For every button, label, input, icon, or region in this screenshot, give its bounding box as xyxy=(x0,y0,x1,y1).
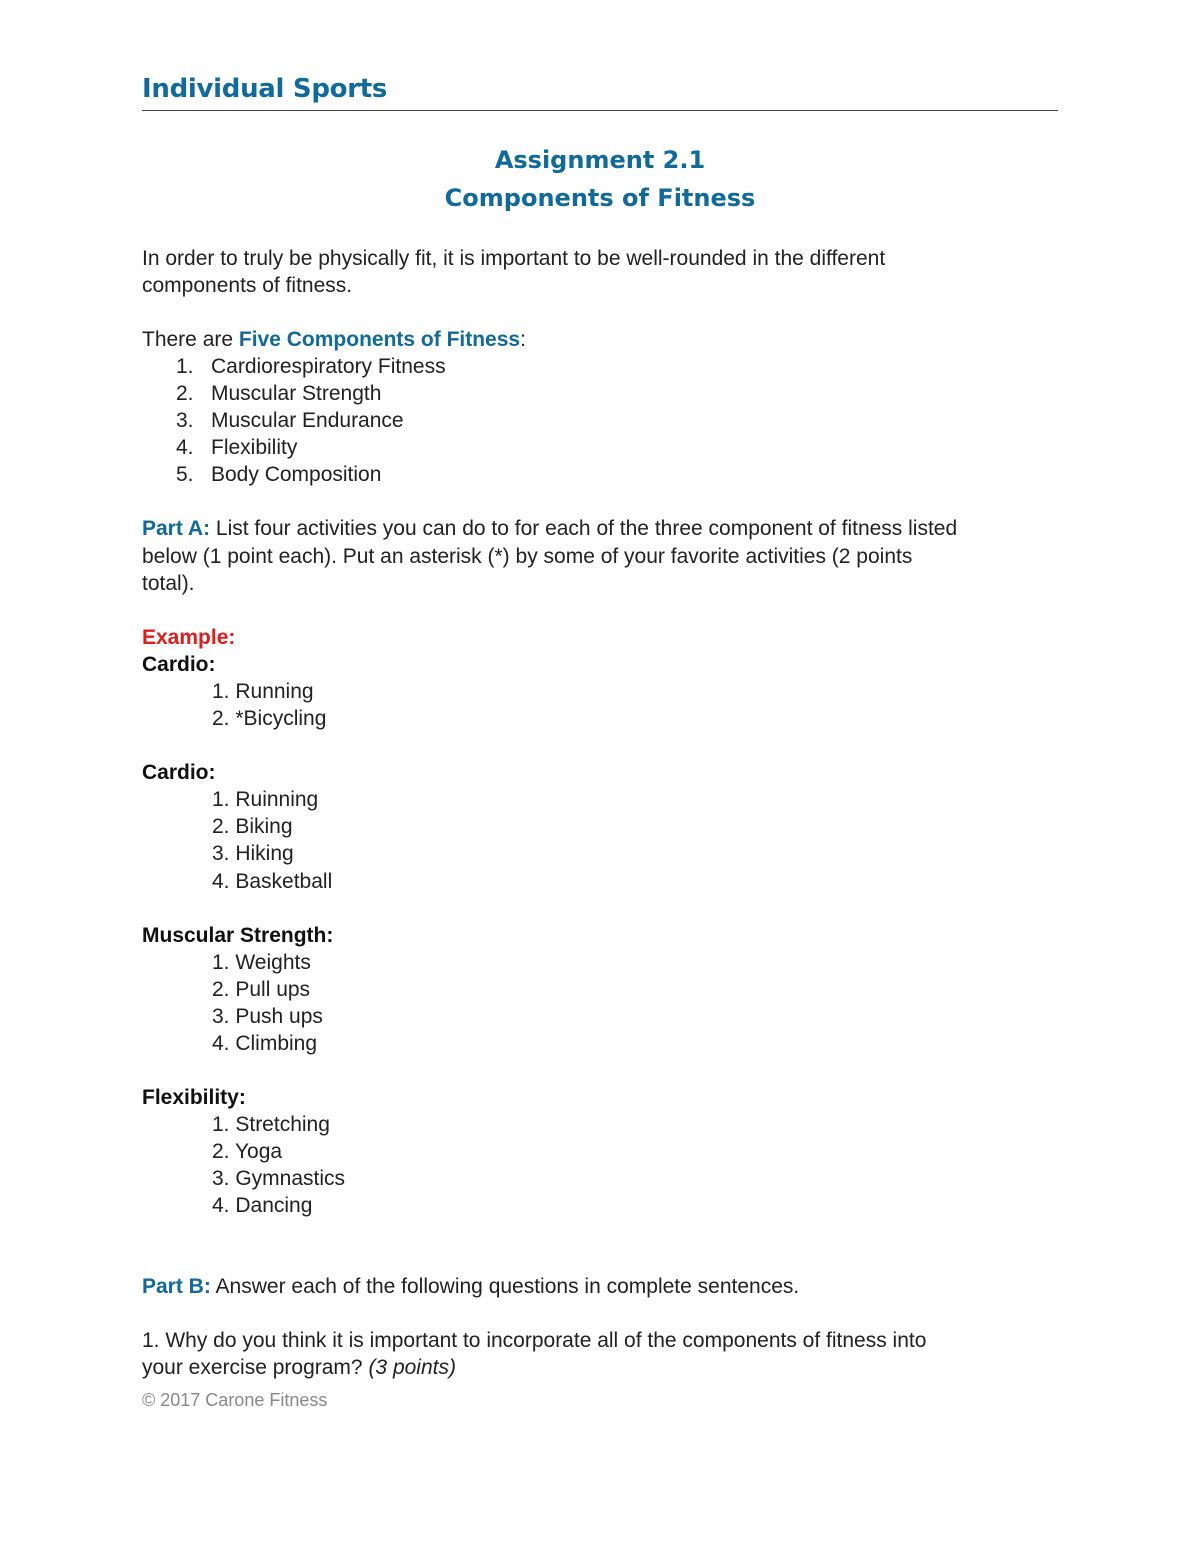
components-lead-suffix: : xyxy=(520,328,526,351)
assignment-name: Components of Fitness xyxy=(444,184,756,212)
example-label: Example: xyxy=(142,626,236,649)
part-a-line-1: Part A: List four activities you can do to for each of the three component of fitness listed xyxy=(142,517,958,540)
component-item-label: Cardiorespiratory Fitness xyxy=(211,355,446,378)
component-item: 2. xyxy=(176,382,194,405)
list-item: 1. Ruinning xyxy=(212,788,319,811)
section-heading-flexibility: Flexibility: xyxy=(142,1086,246,1109)
list-item: 3. Hiking xyxy=(212,842,294,865)
part-b-label: Part B: xyxy=(142,1275,211,1298)
component-item: 5. xyxy=(176,463,194,486)
assignment-number: Assignment 2.1 xyxy=(494,146,706,174)
components-lead-prefix: There are xyxy=(142,328,239,351)
components-lead-highlight: Five Components of Fitness xyxy=(238,328,521,351)
list-item: 1. Stretching xyxy=(212,1113,330,1136)
list-item: 4. Basketball xyxy=(212,870,333,893)
section-heading-cardio: Cardio: xyxy=(142,761,216,784)
part-b: Part B: Answer each of the following questions in complete sentences. xyxy=(142,1275,800,1298)
section-heading-strength: Muscular Strength: xyxy=(142,924,334,947)
header-rule xyxy=(142,110,1058,111)
component-item: 1. xyxy=(176,355,194,378)
component-item: 4. xyxy=(176,436,194,459)
list-item: 1. Weights xyxy=(212,951,311,974)
component-item-label: Flexibility xyxy=(211,436,298,459)
list-item: 4. Dancing xyxy=(212,1194,313,1217)
example-heading: Cardio: xyxy=(142,653,216,676)
list-item: 2. Yoga xyxy=(212,1140,283,1163)
list-item: 2. Pull ups xyxy=(212,978,311,1001)
component-item: 3. xyxy=(176,409,194,432)
intro-line-2: components of fitness. xyxy=(142,274,353,297)
document-header: Individual Sports xyxy=(142,74,388,104)
part-a-label: Part A: xyxy=(142,517,211,540)
component-item-label: Muscular Endurance xyxy=(211,409,404,432)
question-1-line-1: 1. Why do you think it is important to incorporate all of the components of fitness into xyxy=(142,1329,927,1352)
part-a-line-2: below (1 point each). Put an asterisk (*) by some of your favorite activities (2 points xyxy=(142,545,913,568)
components-lead xyxy=(142,326,526,353)
component-item-label: Muscular Strength xyxy=(211,382,382,405)
part-a-line-3: total). xyxy=(142,572,195,595)
component-item-label: Body Composition xyxy=(211,463,382,486)
intro-line-1: In order to truly be physically fit, it is important to be well-rounded in the different xyxy=(142,247,886,270)
example-item: 1. Running xyxy=(212,680,314,703)
list-item: 4. Climbing xyxy=(212,1032,318,1055)
list-item: 3. Gymnastics xyxy=(212,1167,346,1190)
example-item: 2. *Bicycling xyxy=(212,707,327,730)
footer-copyright: © 2017 Carone Fitness xyxy=(142,1390,328,1410)
list-item: 3. Push ups xyxy=(212,1005,323,1028)
list-item: 2. Biking xyxy=(212,815,293,838)
question-1-line-2: your exercise program? (3 points) xyxy=(142,1356,456,1379)
question-1-points: (3 points) xyxy=(368,1356,456,1379)
